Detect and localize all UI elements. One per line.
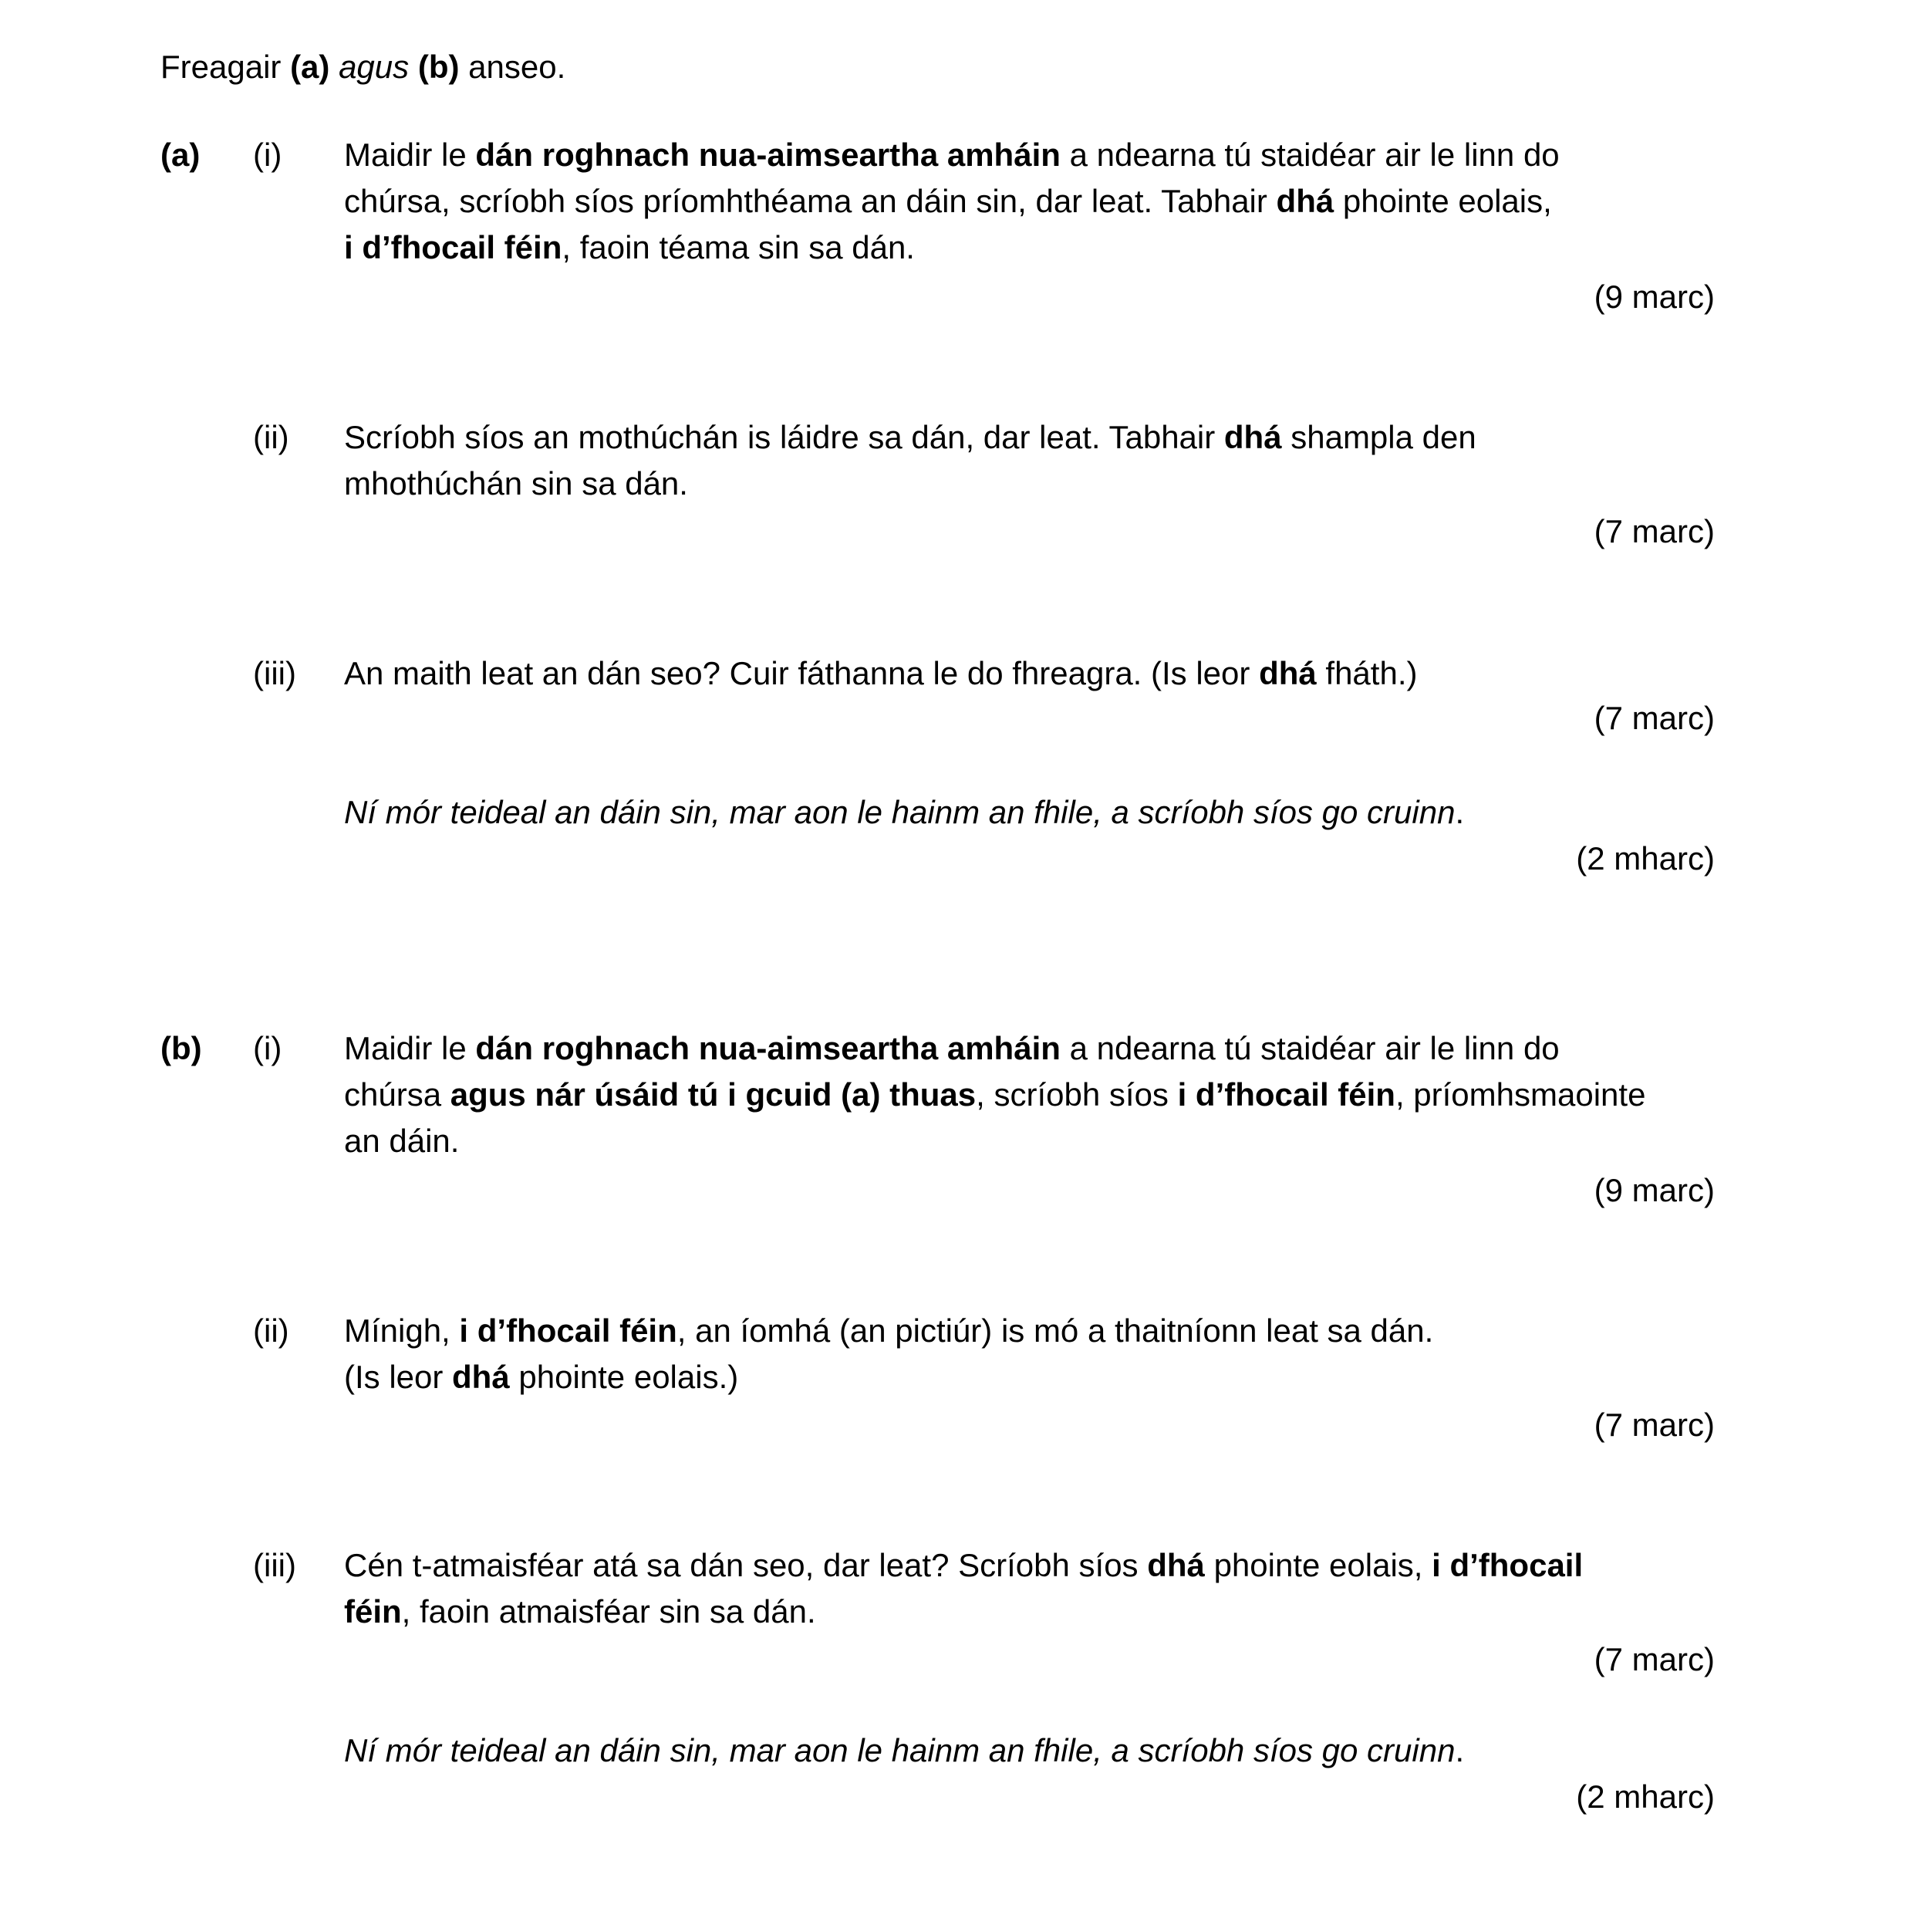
question-a-iii-marks: (7 marc) [1594, 700, 1715, 736]
question-b-iii-marks: (7 marc) [1594, 1641, 1715, 1677]
part-b-title-note: Ní mór teideal an dáin sin, mar aon le hainm an fhile, a scríobh síos go cruinn. [344, 1732, 1465, 1768]
question-b-iii-line-1: Cén t-atmaisféar atá sa dán seo, dar leat? Scríobh síos dhá phointe eolais, i d’fhocail [344, 1547, 1584, 1583]
question-a-i-line-1: Maidir le dán roghnach nua-aimseartha amháin a ndearna tú staidéar air le linn do [344, 137, 1560, 173]
question-a-i-line-3: i d’fhocail féin, faoin téama sin sa dán. [344, 229, 915, 265]
part-a-title-note-marks: (2 mharc) [1576, 840, 1715, 876]
part-b-title-note-marks: (2 mharc) [1576, 1778, 1715, 1815]
question-b-i-line-2: chúrsa agus nár úsáid tú i gcuid (a) thuas, scríobh síos i d’fhocail féin, príomhsmaointe [344, 1076, 1646, 1113]
instruction: Freagair (a) agus (b) anseo. [160, 49, 566, 85]
question-a-i-line-2: chúrsa, scríobh síos príomhthéama an dáin sin, dar leat. Tabhair dhá phointe eolais, [344, 183, 1552, 219]
part-a-label: (a) [160, 137, 201, 173]
question-b-i-marks: (9 marc) [1594, 1172, 1715, 1208]
question-a-iii-line-1: An maith leat an dán seo? Cuir fáthanna le do fhreagra. (Is leor dhá fháth.) [344, 655, 1418, 691]
part-b-label: (b) [160, 1030, 202, 1066]
question-b-i-line-3: an dáin. [344, 1123, 460, 1159]
part-a-title-note: Ní mór teideal an dáin sin, mar aon le hainm an fhile, a scríobh síos go cruinn. [344, 794, 1465, 830]
question-a-i-marks: (9 marc) [1594, 279, 1715, 315]
question-b-iii-line-2: féin, faoin atmaisféar sin sa dán. [344, 1593, 816, 1630]
question-a-ii-line-2: mhothúchán sin sa dán. [344, 465, 688, 502]
question-b-i-number: (i) [253, 1030, 282, 1066]
question-a-ii-marks: (7 marc) [1594, 513, 1715, 549]
question-b-i-line-1: Maidir le dán roghnach nua-aimseartha amháin a ndearna tú staidéar air le linn do [344, 1030, 1560, 1066]
question-b-ii-marks: (7 marc) [1594, 1407, 1715, 1443]
question-a-ii-number: (ii) [253, 419, 289, 455]
question-a-ii-line-1: Scríobh síos an mothúchán is láidre sa dán, dar leat. Tabhair dhá shampla den [344, 419, 1476, 455]
question-b-iii-number: (iii) [253, 1547, 296, 1583]
question-b-ii-line-2: (Is leor dhá phointe eolais.) [344, 1359, 739, 1395]
question-a-i-number: (i) [253, 137, 282, 173]
question-b-ii-line-1: Mínigh, i d’fhocail féin, an íomhá (an pictiúr) is mó a thaitníonn leat sa dán. [344, 1312, 1434, 1349]
question-a-iii-number: (iii) [253, 655, 296, 691]
question-b-ii-number: (ii) [253, 1312, 289, 1349]
